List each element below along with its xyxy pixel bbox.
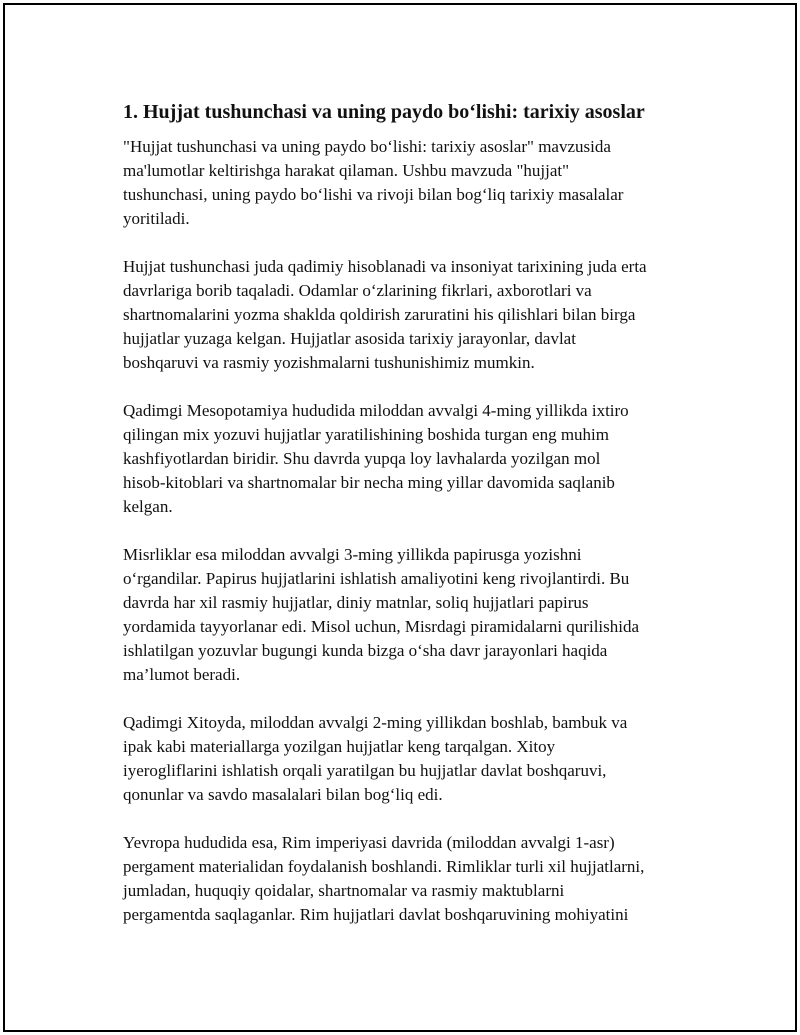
text-line: davrlariga borib taqaladi. Odamlar o‘zlarining fikrlari, axborotlari va bbox=[123, 281, 592, 300]
text-line: kashfiyotlardan biridir. Shu davrda yupqa loy lavhalarda yozilgan mol bbox=[123, 449, 601, 468]
text-line: boshqaruvi va rasmiy yozishmalarni tushunishimiz mumkin. bbox=[123, 353, 535, 372]
document-body bbox=[123, 99, 703, 951]
paragraph-list bbox=[123, 135, 703, 927]
text-line: yordamida tayyorlanar edi. Misol uchun, Misrdagi piramidalarni qurilishida bbox=[123, 617, 640, 636]
paragraph bbox=[123, 543, 703, 687]
text-line: kelgan. bbox=[123, 497, 173, 516]
text-line: tushunchasi, uning paydo bo‘lishi va rivoji bilan bog‘liq tarixiy masalalar bbox=[123, 185, 624, 204]
text-line: shartnomalarini yozma shaklda qoldirish zaruratini his qilishlari bilan birga bbox=[123, 305, 636, 324]
text-line: pergamentda saqlaganlar. Rim hujjatlari davlat boshqaruvining mohiyatini bbox=[123, 905, 629, 924]
text-line: davrda har xil rasmiy hujjatlar, diniy matnlar, soliq hujjatlari papirus bbox=[123, 593, 589, 612]
text-line: ishlatilgan yozuvlar bugungi kunda bizga o‘sha davr jarayonlari haqida bbox=[123, 641, 608, 660]
text-line: yoritiladi. bbox=[123, 209, 190, 228]
paragraph bbox=[123, 399, 703, 519]
text-line: Qadimgi Mesopotamiya hududida miloddan avvalgi 4-ming yillikda ixtiro bbox=[123, 401, 629, 420]
section-heading: 1. Hujjat tushunchasi va uning paydo bo‘lishi: tarixiy asoslar bbox=[123, 101, 645, 123]
text-line: ma’lumot beradi. bbox=[123, 665, 241, 684]
text-line: qilingan mix yozuvi hujjatlar yaratilishining boshida turgan eng muhim bbox=[123, 425, 610, 444]
paragraph bbox=[123, 831, 703, 927]
text-line: Yevropa hududida esa, Rim imperiyasi davrida (miloddan avvalgi 1-asr) bbox=[123, 833, 615, 852]
text-line: iyerogliflarini ishlatish orqali yaratilgan bu hujjatlar davlat boshqaruvi, bbox=[123, 761, 607, 780]
text-line: Misrliklar esa miloddan avvalgi 3-ming yillikda papirusga yozishni bbox=[123, 545, 582, 564]
text-line: ma'lumotlar keltirishga harakat qilaman. Ushbu mavzuda "hujjat" bbox=[123, 161, 570, 180]
text-line: Qadimgi Xitoyda, miloddan avvalgi 2-ming yillikdan boshlab, bambuk va bbox=[123, 713, 628, 732]
text-line: Hujjat tushunchasi juda qadimiy hisoblanadi va insoniyat tarixining juda erta bbox=[123, 257, 647, 276]
text-line: pergament materialidan foydalanish boshlandi. Rimliklar turli xil hujjatlarni, bbox=[123, 857, 645, 876]
document-page bbox=[3, 3, 797, 1032]
paragraph bbox=[123, 255, 703, 375]
text-line: qonunlar va savdo masalalari bilan bog‘liq edi. bbox=[123, 785, 443, 804]
text-line: hujjatlar yuzaga kelgan. Hujjatlar asosida tarixiy jarayonlar, davlat bbox=[123, 329, 576, 348]
text-line: "Hujjat tushunchasi va uning paydo bo‘lishi: tarixiy asoslar" mavzusida bbox=[123, 137, 611, 156]
text-line: jumladan, huquqiy qoidalar, shartnomalar va rasmiy maktublarni bbox=[123, 881, 565, 900]
text-line: ipak kabi materiallarga yozilgan hujjatlar keng tarqalgan. Xitoy bbox=[123, 737, 556, 756]
text-line: hisob-kitoblari va shartnomalar bir necha ming yillar davomida saqlanib bbox=[123, 473, 615, 492]
paragraph bbox=[123, 135, 703, 231]
paragraph bbox=[123, 711, 703, 807]
text-line: o‘rgandilar. Papirus hujjatlarini ishlatish amaliyotini keng rivojlantirdi. Bu bbox=[123, 569, 630, 588]
